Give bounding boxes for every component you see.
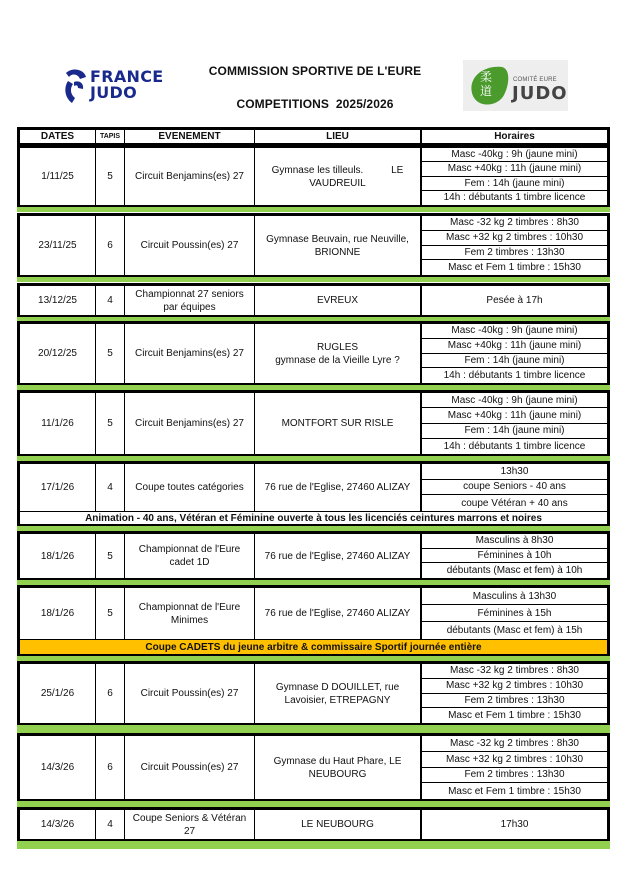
event-name: Circuit Benjamins(es) 27: [135, 348, 244, 359]
schedule-line: 14h : débutants 1 timbre licence: [443, 440, 586, 452]
event-name: Coupe Seniors & Vétéran 27: [132, 812, 247, 837]
schedule-line: Fem : 14h (jaune mini): [422, 424, 607, 439]
schedule-line: coupe Seniors - 40 ans: [422, 480, 607, 496]
schedule-line: débutants (Masc et fem) à 10h: [446, 565, 583, 577]
event-cell: [125, 393, 255, 454]
date-value: 14/3/26: [40, 819, 75, 830]
event-cell: [125, 534, 255, 578]
date-cell: [20, 664, 96, 723]
date-cell: [20, 810, 96, 839]
schedule-line: Féminines à 10h: [422, 549, 607, 564]
col-header-dates: DATES: [20, 130, 96, 143]
event-cell: [125, 588, 255, 639]
animation-note: Animation - 40 ans, Vétéran et Féminine ouverte à tous les licenciés ceintures marrons et noires: [20, 511, 607, 524]
kanji-judo: 柔道: [480, 70, 493, 98]
green-separator: [17, 207, 610, 212]
tapis-value: 6: [107, 688, 113, 699]
schedule-line: Fem 2 timbres : 13h30: [422, 694, 607, 709]
venue-cell: [255, 588, 422, 639]
venue-name: Gymnase D DOUILLET, rue Lavoisier, ETREPAGNY: [275, 681, 400, 706]
schedule-line: Pesée à 17h: [486, 295, 543, 306]
tapis-value: 4: [107, 295, 113, 306]
schedule-line: Masc -40kg : 9h (jaune mini): [422, 393, 607, 408]
venue-name: Gymnase les tilleuls. LE VAUDREUIL: [271, 164, 407, 189]
date-value: 14/3/26: [40, 762, 75, 773]
venue-cell: [255, 810, 422, 839]
tapis-value: 4: [107, 482, 113, 493]
tapis-value: 5: [107, 550, 113, 562]
col-header-horaires-label: Horaires: [494, 131, 535, 142]
venue-detail: gymnase de la Vieille Lyre ?: [275, 354, 400, 366]
venue-cell: [255, 286, 422, 315]
schedule-line: Masc +32 kg 2 timbres : 10h30: [422, 752, 607, 768]
event-row: [17, 807, 610, 842]
schedule-cell: [422, 393, 607, 454]
tapis-value: 5: [107, 608, 113, 619]
event-row: [17, 145, 610, 208]
event-row: [17, 390, 610, 457]
venue-name: 76 rue de l'Eglise, 27460 ALIZAY: [264, 550, 411, 562]
venue-name: 76 rue de l'Eglise, 27460 ALIZAY: [264, 608, 411, 619]
event-cell: [125, 216, 255, 275]
schedule-line: Masc -32 kg 2 timbres : 8h30: [422, 664, 607, 679]
schedule-line: Masculins à 13h30: [422, 588, 607, 605]
tapis-value: 4: [107, 819, 113, 830]
tapis-cell: [96, 464, 125, 511]
col-header-evenement: EVENEMENT: [125, 130, 255, 143]
event-row: [17, 585, 610, 657]
venue-cell: [255, 464, 422, 511]
comite-eure-label: COMITÉ EURE: [513, 77, 557, 83]
comite-eure-judo-logo: [463, 60, 568, 111]
france-judo-logo-line1: FRANCE: [90, 67, 164, 86]
event-cell: [125, 148, 255, 205]
schedule-cell: [422, 216, 607, 275]
date-value: 13/12/25: [38, 295, 77, 306]
date-cell: [20, 324, 96, 383]
schedule-cell: [422, 286, 607, 315]
date-value: 25/1/26: [40, 688, 75, 699]
schedule-line: 14h : débutants 1 timbre licence: [443, 370, 586, 382]
schedule-cell: [422, 324, 607, 383]
tapis-cell: [96, 664, 125, 723]
venue-name: Gymnase Beuvain, rue Neuville, BRIONNE: [266, 233, 409, 258]
schedule-line: Masc +32 kg 2 timbres : 10h30: [422, 679, 607, 694]
event-cell: [125, 286, 255, 315]
tapis-value: 5: [107, 348, 113, 359]
event-row: [17, 213, 610, 278]
schedule-line: Féminines à 15h: [422, 605, 607, 622]
schedule-line: Fem : 14h (jaune mini): [422, 354, 607, 369]
schedule-line: Fem 2 timbres : 13h30: [422, 768, 607, 784]
schedule-cell: [422, 534, 607, 578]
venue-name: LE NEUBOURG: [301, 819, 374, 830]
event-name: Championnat 27 seniors par équipes: [135, 288, 244, 313]
event-name: Circuit Benjamins(es) 27: [135, 171, 244, 182]
tapis-value: 5: [107, 171, 113, 182]
venue-cell: [255, 216, 422, 275]
tapis-cell: [96, 286, 125, 315]
schedule-line: débutants (Masc et fem) à 15h: [446, 625, 583, 636]
date-value: 18/1/26: [40, 550, 75, 562]
venue-name: Gymnase du Haut Phare, LE NEUBOURG: [273, 755, 402, 780]
event-cell: [125, 736, 255, 799]
schedule-line: 14h : débutants 1 timbre licence: [443, 192, 586, 204]
tapis-value: 5: [107, 418, 113, 429]
event-name: Coupe toutes catégories: [135, 482, 244, 493]
date-cell: [20, 588, 96, 639]
venue-cell: [255, 534, 422, 578]
schedule-cell: [422, 588, 607, 639]
schedule-line: Masc -32 kg 2 timbres : 8h30: [422, 216, 607, 231]
schedule-line: 17h30: [500, 819, 529, 830]
tapis-cell: [96, 216, 125, 275]
schedule-line: Fem : 14h (jaune mini): [422, 177, 607, 191]
date-cell: [20, 286, 96, 315]
venue-cell: [255, 148, 422, 205]
schedule-line: Masc +32 kg 2 timbres : 10h30: [422, 231, 607, 246]
col-header-horaires: [422, 130, 607, 143]
event-name: Circuit Poussin(es) 27: [140, 240, 239, 251]
date-cell: [20, 464, 96, 511]
date-value: 11/1/26: [41, 418, 74, 429]
green-separator: [17, 277, 610, 282]
event-row: [17, 733, 610, 802]
page-title: COMMISSION SPORTIVE DE L'EURE: [208, 64, 422, 78]
event-name: Circuit Poussin(es) 27: [140, 688, 239, 699]
schedule-line: Masc +40kg : 11h (jaune mini): [422, 339, 607, 354]
event-cell: [125, 664, 255, 723]
schedule-line: coupe Vétéran + 40 ans: [461, 497, 568, 509]
schedule-cell: [422, 664, 607, 723]
event-name: Championnat de l'Eure Minimes: [138, 601, 241, 626]
date-value: 1/11/25: [41, 171, 74, 182]
event-row: [17, 461, 610, 527]
event-name: Championnat de l'Eure cadet 1D: [138, 544, 241, 568]
schedule-cell: [422, 464, 607, 511]
event-name: Circuit Poussin(es) 27: [140, 762, 239, 773]
schedule-line: Masculins à 8h30: [422, 534, 607, 549]
date-cell: [20, 216, 96, 275]
date-value: 23/11/25: [38, 240, 77, 251]
schedule-line: Masc +40kg : 11h (jaune mini): [422, 162, 607, 176]
table-header: [17, 127, 610, 146]
tapis-cell: [96, 324, 125, 383]
schedule-cell: [422, 736, 607, 799]
event-name: Circuit Benjamins(es) 27: [135, 418, 244, 429]
tapis-cell: [96, 393, 125, 454]
tapis-cell: [96, 736, 125, 799]
event-row: [17, 321, 610, 386]
tapis-value: 6: [107, 762, 113, 773]
schedule-line: Masc -40kg : 9h (jaune mini): [422, 324, 607, 339]
schedule-line: Masc +40kg : 11h (jaune mini): [422, 408, 607, 423]
date-cell: [20, 534, 96, 578]
judo-label: JUDO: [512, 83, 568, 104]
tapis-cell: [96, 148, 125, 205]
green-separator: [17, 725, 610, 733]
tapis-cell: [96, 534, 125, 578]
event-cell: [125, 464, 255, 511]
schedule-line: 13h30: [422, 464, 607, 480]
schedule-line: Masc et Fem 1 timbre : 15h30: [448, 262, 581, 274]
date-cell: [20, 393, 96, 454]
date-value: 18/1/26: [40, 608, 75, 619]
col-header-lieu: LIEU: [255, 130, 422, 143]
schedule-line: Masc -40kg : 9h (jaune mini): [422, 148, 607, 162]
france-judo-emblem-icon: [62, 67, 90, 105]
event-row: [17, 283, 610, 318]
event-cell: [125, 810, 255, 839]
col-header-tapis: [96, 130, 125, 143]
page-subtitle: COMPETITIONS 2025/2026: [236, 97, 394, 111]
green-separator: [17, 841, 610, 849]
schedule-line: Fem 2 timbres : 13h30: [422, 246, 607, 261]
venue-name: 76 rue de l'Eglise, 27460 ALIZAY: [264, 482, 411, 493]
venue-cell: [255, 736, 422, 799]
event-row: [17, 661, 610, 726]
date-value: 17/1/26: [40, 482, 75, 493]
schedule-line: Masc et Fem 1 timbre : 15h30: [448, 785, 581, 797]
france-judo-logo-line2: JUDO: [90, 83, 138, 102]
tapis-cell: [96, 810, 125, 839]
event-cell: [125, 324, 255, 383]
cadets-banner: Coupe CADETS du jeune arbitre & commissaire Sportif journée entière: [20, 639, 607, 654]
venue-cell: [255, 324, 422, 383]
col-header-tapis-label: TAPIS: [99, 133, 121, 140]
schedule-cell: [422, 810, 607, 839]
venue-name: EVREUX: [316, 295, 359, 306]
tapis-cell: [96, 588, 125, 639]
date-cell: [20, 736, 96, 799]
venue-name: RUGLES: [316, 341, 359, 353]
venue-name: MONTFORT SUR RISLE: [281, 418, 394, 429]
tapis-value: 6: [107, 240, 113, 251]
schedule-cell: [422, 148, 607, 205]
venue-cell: [255, 664, 422, 723]
schedule-line: Masc et Fem 1 timbre : 15h30: [448, 710, 581, 722]
venue-cell: [255, 393, 422, 454]
date-cell: [20, 148, 96, 205]
schedule-line: Masc -32 kg 2 timbres : 8h30: [422, 736, 607, 752]
event-row: [17, 531, 610, 581]
france-judo-logo: [62, 67, 172, 107]
date-value: 20/12/25: [38, 348, 77, 359]
